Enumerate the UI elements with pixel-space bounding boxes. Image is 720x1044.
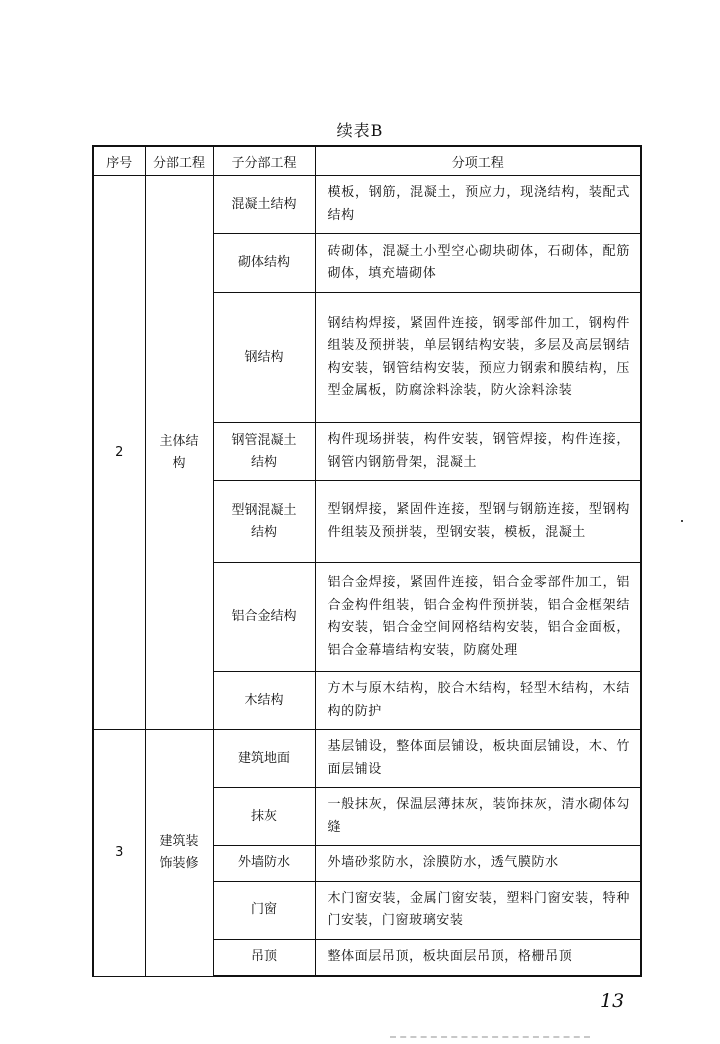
division-label: 主体结构 xyxy=(159,433,199,471)
items-cell: 钢结构焊接，紧固件连接，钢零部件加工，钢构件组装及预拼装，单层钢结构安装，多层及高层钢结构安装，钢管结构安装，预应力钢索和膜结构，压型金属板，防腐涂料涂装，防火涂料涂装 xyxy=(315,293,641,423)
subdivision-cell xyxy=(213,176,315,234)
scan-speck xyxy=(681,520,683,522)
table-row xyxy=(93,176,641,234)
construction-division-table xyxy=(92,145,642,977)
subdivision-label: 铝合金结构 xyxy=(231,609,297,624)
subdivision-label: 砌体结构 xyxy=(237,255,290,270)
subdivision-cell xyxy=(213,939,315,976)
subdivision-label: 建筑地面 xyxy=(237,750,290,766)
items-cell: 铝合金焊接，紧固件连接，铝合金零部件加工，铝合金构件组装，铝合金构件预拼装，铝合金框架结构安装，铝合金空间网格结构安装，铝合金面板，铝合金幕墙结构安装，防腐处理 xyxy=(315,563,641,672)
header-subdivision: 子分部工程 xyxy=(213,146,315,176)
page-number: 13 xyxy=(600,990,625,1012)
subdivision-label: 木结构 xyxy=(244,692,284,708)
subdivision-label: 吊顶 xyxy=(250,949,277,965)
items-cell: 木门窗安装，金属门窗安装，塑料门窗安装，特种门安装，门窗玻璃安装 xyxy=(315,881,641,939)
seq-cell: 3 xyxy=(93,730,145,977)
subdivision-label: 外墙防水 xyxy=(237,855,290,871)
subdivision-cell xyxy=(213,730,315,788)
items-cell: 一般抹灰，保温层薄抹灰，装饰抹灰，清水砌体勾缝 xyxy=(315,788,641,846)
scan-artifact-marks xyxy=(390,1036,590,1041)
subdivision-cell xyxy=(213,293,315,423)
header-items: 分项工程 xyxy=(315,146,641,176)
header-seq: 序号 xyxy=(93,146,145,176)
division-cell xyxy=(145,176,213,730)
subdivision-cell xyxy=(213,481,315,563)
subdivision-label: 钢结构 xyxy=(244,349,284,365)
header-division: 分部工程 xyxy=(145,146,213,176)
subdivision-label: 门窗 xyxy=(250,902,277,917)
items-cell: 模板，钢筋，混凝土，预应力，现浇结构，装配式结构 xyxy=(315,176,641,234)
subdivision-label: 钢管混凝土结构 xyxy=(231,432,297,470)
division-cell xyxy=(145,730,213,977)
subdivision-cell xyxy=(213,234,315,293)
subdivision-cell xyxy=(213,881,315,939)
items-cell: 构件现场拼装，构件安装，钢管焊接，构件连接，钢管内钢筋骨架，混凝土 xyxy=(315,423,641,481)
items-cell: 整体面层吊顶，板块面层吊顶，格栅吊顶 xyxy=(315,939,641,976)
table-caption: 续表B xyxy=(336,121,384,140)
subdivision-cell xyxy=(213,846,315,882)
subdivision-cell xyxy=(213,563,315,672)
items-cell: 基层铺设，整体面层铺设，板块面层铺设，木、竹面层铺设 xyxy=(315,730,641,788)
table-row xyxy=(93,730,641,788)
seq-cell: 2 xyxy=(93,176,145,730)
subdivision-cell xyxy=(213,423,315,481)
items-cell: 砖砌体，混凝土小型空心砌块砌体，石砌体，配筋砌体，填充墙砌体 xyxy=(315,234,641,293)
items-cell: 型钢焊接，紧固件连接，型钢与钢筋连接，型钢构件组装及预拼装，型钢安装，模板，混凝土 xyxy=(315,481,641,563)
subdivision-cell xyxy=(213,672,315,730)
subdivision-label: 抹灰 xyxy=(250,808,277,824)
subdivision-cell xyxy=(213,788,315,846)
table-header-row xyxy=(93,146,641,176)
subdivision-label: 型钢混凝土结构 xyxy=(231,502,297,540)
items-cell: 方木与原木结构，胶合木结构，轻型木结构，木结构的防护 xyxy=(315,672,641,730)
division-label: 建筑装饰装修 xyxy=(159,833,199,871)
subdivision-label: 混凝土结构 xyxy=(231,196,297,212)
items-cell: 外墙砂浆防水，涂膜防水，透气膜防水 xyxy=(315,846,641,882)
